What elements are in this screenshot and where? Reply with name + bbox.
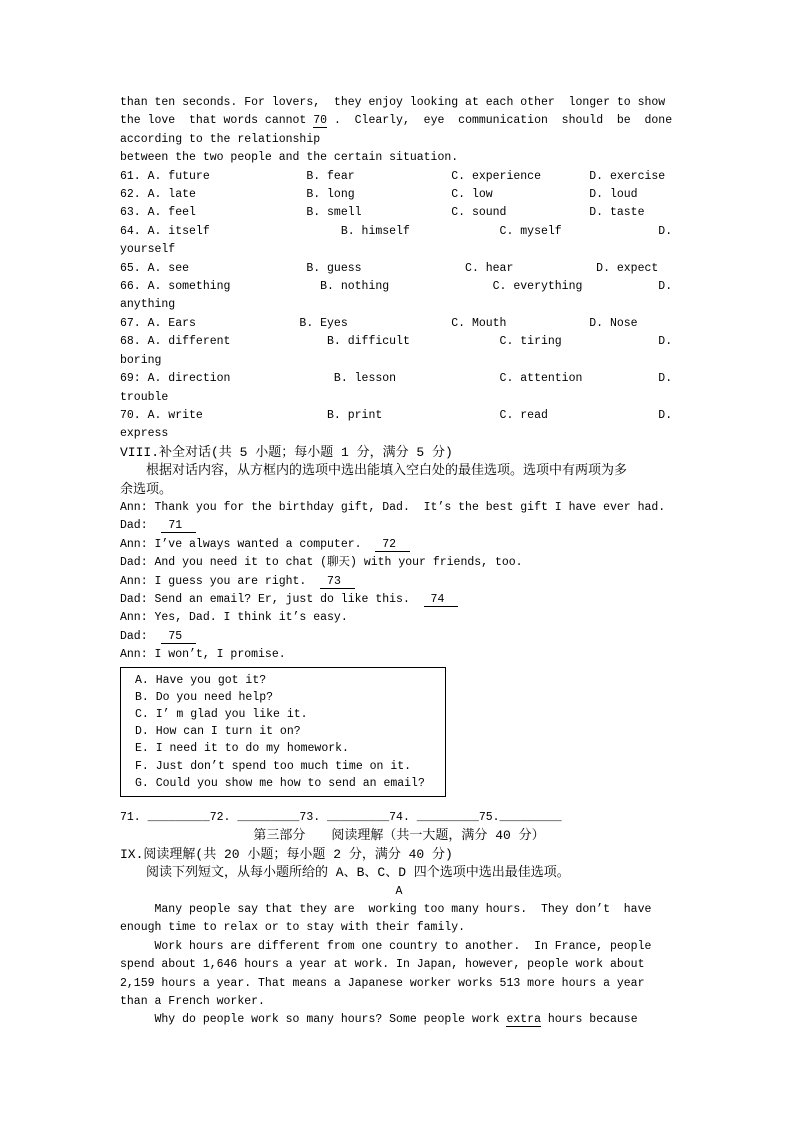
dialog-ann-blank-72: [120, 536, 678, 554]
section-8-heading: [120, 444, 678, 462]
passage-a-line-2: [120, 919, 678, 937]
option-line: C. I’ m glad you like it.: [135, 708, 308, 721]
question-61: [120, 168, 678, 186]
text-segment: Ann: I won’t, I promise.: [120, 648, 286, 662]
blank-underline: extra: [506, 1013, 541, 1027]
passage-a-line-1: [120, 901, 678, 919]
text-segment: VIII.补全对话(共 5 小题；每小题 1 分，满分 5 分): [120, 444, 453, 460]
question-64-wrap: [120, 241, 678, 259]
text-segment: 63. A. feel B. smell C. sound D. taste: [120, 206, 645, 220]
answer-blanks-71-75: [120, 809, 678, 827]
text-segment: the love that words cannot: [120, 114, 314, 128]
question-69: [120, 370, 678, 388]
question-64: [120, 223, 678, 241]
text-segment: 第三部分 阅读理解（共一大题，满分 40 分）: [253, 828, 545, 844]
blank-underline: 71: [161, 519, 196, 533]
part-3-heading: [120, 827, 678, 845]
text-segment: 71. _________72. _________73. _________74. _________75._________: [120, 811, 562, 825]
passage-a-line-7: [120, 1011, 678, 1029]
text-segment: Dad:: [120, 519, 162, 533]
cloze-passage-line-3: [120, 131, 678, 149]
section-8-instructions-2: [120, 481, 678, 499]
text-segment: IX.阅读理解(共 20 小题；每小题 2 分，满分 40 分): [120, 846, 453, 862]
text-segment: Ann: Yes, Dad. I think it’s easy.: [120, 611, 348, 625]
text-segment: 65. A. see B. guess C. hear D. expect: [120, 261, 659, 275]
dialog-ann-4: [120, 646, 678, 664]
cloze-passage-line-2: [120, 112, 678, 130]
passage-a-line-3: [120, 938, 678, 956]
dialog-ann-1: [120, 499, 678, 517]
question-68-wrap: [120, 352, 678, 370]
option-line: A. Have you got it?: [135, 673, 267, 687]
passage-a-line-5: [120, 975, 678, 993]
blank-underline: 73: [320, 574, 355, 588]
text-segment: Dad: Send an email? Er, just do like this.: [120, 592, 424, 606]
cloze-passage-line-1: [120, 94, 678, 112]
section-9-heading: [120, 846, 678, 864]
text-segment: 62. A. late B. long C. low D. loud: [120, 188, 638, 202]
text-segment: 70. A. write B. print C. read D.: [120, 408, 673, 422]
options-box: [120, 667, 446, 797]
passage-a-line-4: [120, 956, 678, 974]
question-66: [120, 278, 678, 296]
option-line: D. How can I turn it on?: [135, 725, 301, 739]
text-segment: Work hours are different from one country to another. In France, people: [120, 939, 652, 953]
text-segment: than a French worker.: [120, 995, 265, 1009]
dialog-dad-blank-75: [120, 628, 678, 646]
text-segment: Ann: I guess you are right.: [120, 574, 321, 588]
text-segment: 61. A. future B. fear C. experience D. exercise: [120, 169, 666, 183]
text-segment: 阅读下列短文，从每小题所给的 A、B、C、D 四个选项中选出最佳选项。: [120, 865, 570, 881]
question-69-wrap: [120, 389, 678, 407]
blank-underline: 72: [375, 537, 410, 551]
passage-a-label: [120, 883, 678, 901]
section-8-instructions-1: [120, 462, 678, 480]
dialog-ann-blank-73: [120, 573, 678, 591]
text-segment: 67. A. Ears B. Eyes C. Mouth D. Nose: [120, 316, 638, 330]
text-segment: . Clearly, eye communication should be done: [327, 114, 673, 128]
blank-underline: 70: [313, 114, 328, 128]
option-line: E. I need it to do my homework.: [135, 742, 349, 756]
question-66-wrap: [120, 296, 678, 314]
text-segment: 余选项。: [120, 481, 173, 497]
text-segment: 69: A. direction B. lesson C. attention D.: [120, 372, 673, 386]
text-segment: than ten seconds. For lovers, they enjoy looking at each other longer to show: [120, 96, 666, 109]
question-65: [120, 260, 678, 278]
text-segment: 64. A. itself B. himself C. myself D.: [120, 224, 673, 238]
text-segment: express: [120, 427, 169, 441]
text-segment: Dad: And you need it to chat (聊天) with your friends, too.: [120, 556, 523, 570]
option-line: F. Just don’t spend too much time on it.: [135, 759, 412, 773]
text-segment: Ann: Thank you for the birthday gift, Dad. It’s the best gift I have ever had.: [120, 500, 666, 514]
text-segment: enough time to relax or to stay with their family.: [120, 921, 466, 935]
text-segment: between the two people and the certain situation.: [120, 151, 459, 165]
text-segment: Dad:: [120, 629, 162, 643]
text-segment: according to the relationship: [120, 132, 321, 146]
dialog-dad-blank-71: [120, 517, 678, 535]
text-segment: hours because: [540, 1013, 638, 1027]
text-segment: spend about 1,646 hours a year at work. In Japan, however, people work about: [120, 958, 645, 972]
option-line: B. Do you need help?: [135, 690, 274, 704]
question-70-wrap: [120, 425, 678, 443]
dialog-dad-blank-74: [120, 591, 678, 609]
question-63: [120, 204, 678, 222]
dialog-ann-3: [120, 609, 678, 627]
text-segment: 2,159 hours a year. That means a Japanese worker works 513 more hours a year: [120, 976, 645, 990]
option-line: G. Could you show me how to send an email?: [135, 776, 425, 790]
text-segment: trouble: [120, 390, 169, 404]
cloze-passage-line-4: [120, 149, 678, 167]
section-9-instructions: [120, 864, 678, 882]
text-segment: boring: [120, 353, 162, 367]
text-segment: Ann: I’ve always wanted a computer.: [120, 537, 376, 551]
passage-a-line-6: [120, 993, 678, 1011]
text-segment: 66. A. something B. nothing C. everything D.: [120, 280, 673, 294]
question-68: [120, 333, 678, 351]
text-segment: Many people say that they are working too many hours. They don’t have: [120, 903, 652, 917]
text-segment: anything: [120, 298, 176, 312]
question-62: [120, 186, 678, 204]
text-segment: Why do people work so many hours? Some people work: [120, 1013, 507, 1027]
blank-underline: 75: [161, 629, 196, 643]
text-segment: 根据对话内容，从方框内的选项中选出能填入空白处的最佳选项。选项中有两项为多: [120, 463, 628, 479]
text-segment: 68. A. different B. difficult C. tiring D.: [120, 335, 673, 349]
question-67: [120, 315, 678, 333]
text-segment: A: [395, 884, 403, 898]
blank-underline: 74: [423, 592, 459, 606]
dialog-dad-2: [120, 554, 678, 572]
text-segment: yourself: [120, 243, 176, 257]
question-70: [120, 407, 678, 425]
